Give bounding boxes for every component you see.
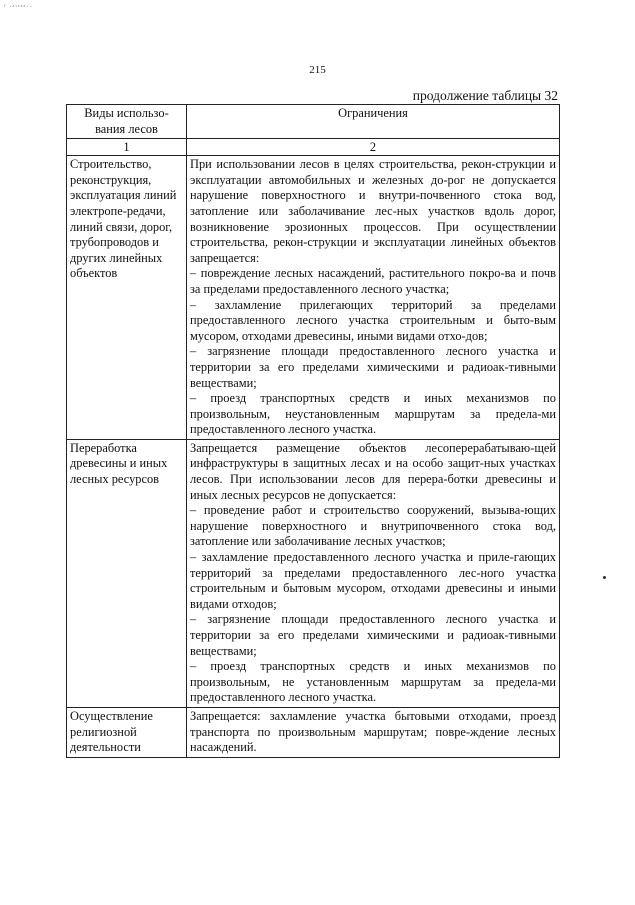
header-forest-use: Виды использо-вания лесов	[67, 105, 187, 139]
page-number: 215	[309, 64, 326, 76]
restriction-paragraph: – повреждение лесных насаждений, растительного покро-ва и почв за пределами предоставленного лесного участка;	[190, 266, 556, 296]
restriction-paragraph: – захламление предоставленного лесного участка и приле-гающих территорий за пределами предоставленного лес-ного участка строительным и бытовым мусором, отходами древесины и иными видами отходов;	[190, 550, 556, 611]
table-row	[67, 707, 560, 757]
column-number-row	[67, 139, 560, 156]
restriction-paragraph: – проведение работ и строительство сооружений, вызыва-ющих нарушение поверхностного и внутрипочвенного стока вод, затопление или заболачивание лесных участков;	[190, 503, 556, 549]
restrictions-cell	[187, 156, 560, 440]
restriction-paragraph: При использовании лесов в целях строительства, рекон-струкции и эксплуатации автомобильных и железных до-рог не допускается нарушение поверхностного и внутри-почвенного стока вод, затопление или заболачивание лес-ных участков вдоль дорог, возникновение эрозионных процессов. При осуществлении строительства, рекон-струкции и эксплуатации линейных объектов запрещается:	[190, 157, 556, 265]
forest-use-cell: Осуществление религиозной деятельности	[67, 707, 187, 757]
table-continuation-label: продолжение таблицы 32	[412, 88, 558, 103]
restriction-paragraph: – загрязнение площади предоставленного лесного участка и территории за его пределами химическими и радиоак-тивными веществами;	[190, 344, 556, 390]
header-restrictions: Ограничения	[187, 105, 560, 139]
restrictions-table	[66, 104, 560, 758]
restrictions-cell	[187, 439, 560, 707]
table-row	[67, 439, 560, 707]
stray-dot	[603, 576, 606, 579]
restriction-paragraph: Запрещается размещение объектов лесоперерабатываю-щей инфраструктуры в защитных лесах и на особо защит-ных участках лесов. При использовании лесов для перера-ботки древесины и иных лесных ресурсов не допускается:	[190, 440, 556, 502]
table-header-row	[67, 105, 560, 139]
corner-marks: ᶠ ·ᵃᵗᵉᵃᵃ··	[4, 3, 34, 11]
restriction-paragraph: – проезд транспортных средств и иных механизмов по произвольным, неустановленным маршрутам за предела-ми предоставленного лесного участка.	[190, 391, 556, 437]
forest-use-cell: Строительство, реконструкция, эксплуатация линий электропе-редачи, линий связи, дорог, трубопроводов и других линейных объектов	[67, 156, 187, 440]
column-number-2: 2	[187, 139, 560, 156]
restriction-paragraph: – захламление прилегающих территорий за пределами предоставленного лесного участка строительным и быто-вым мусором, отходами древесины, иными видами отхо-дов;	[190, 297, 556, 343]
column-number-1: 1	[67, 139, 187, 156]
table-row	[67, 156, 560, 440]
restrictions-cell	[187, 707, 560, 757]
restriction-paragraph: – загрязнение площади предоставленного лесного участка и территории за его пределами химическими и радиоак-тивными веществами;	[190, 612, 556, 658]
restriction-paragraph: Запрещается: захламление участка бытовыми отходами, проезд транспорта по произвольным маршрутам; повре-ждение лесных насаждений.	[190, 708, 556, 755]
restriction-paragraph: – проезд транспортных средств и иных механизмов по произвольным, не установленным маршрутам за предела-ми предоставленного лесного участка.	[190, 659, 556, 705]
forest-use-cell: Переработка древесины и иных лесных ресурсов	[67, 439, 187, 707]
